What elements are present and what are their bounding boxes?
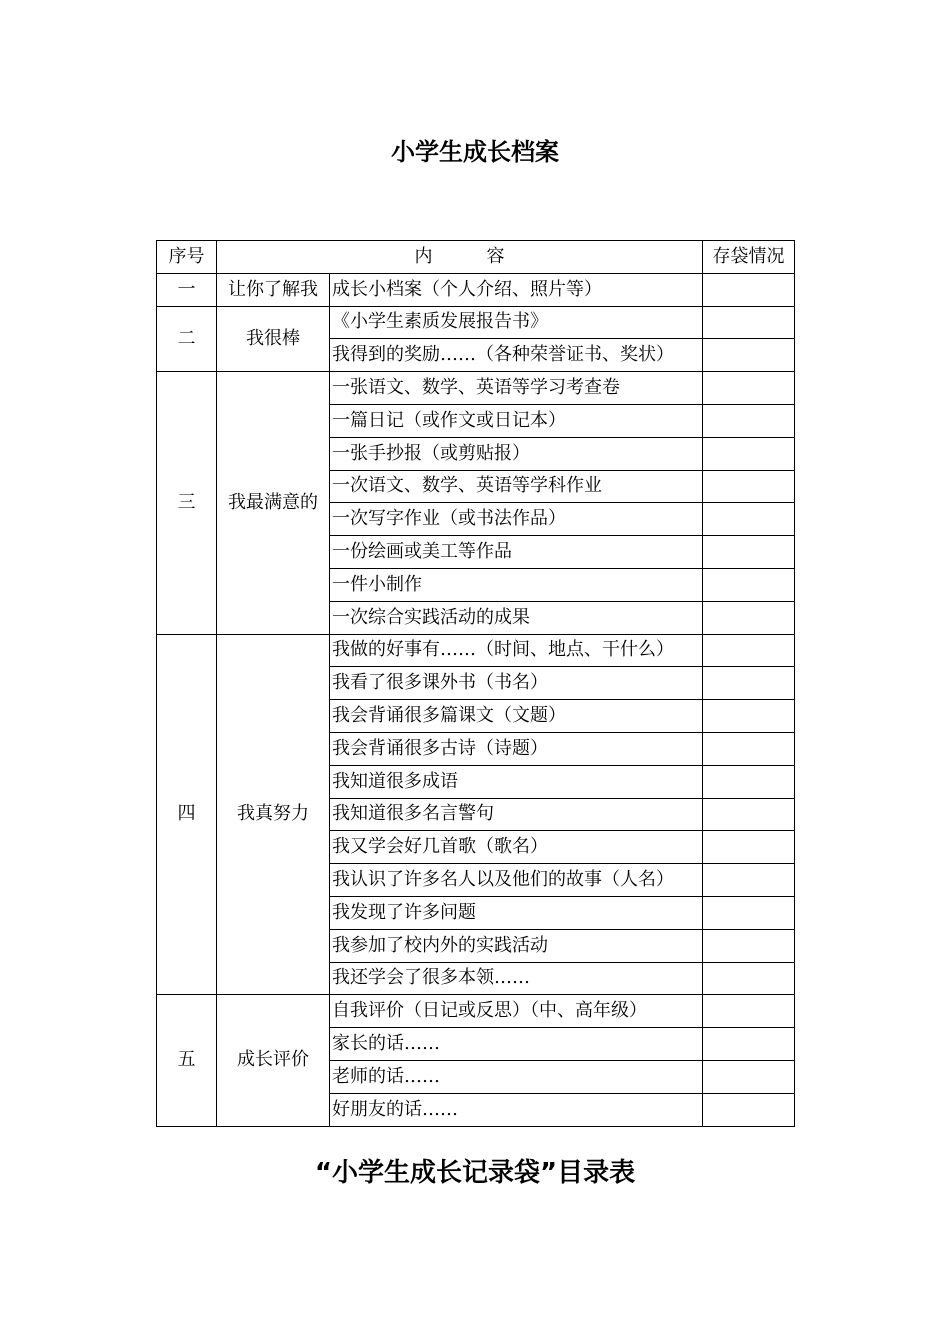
content-item: 一篇日记（或作文或日记本） xyxy=(330,404,703,437)
content-item: 我认识了许多名人以及他们的故事（人名） xyxy=(330,864,703,897)
status-cell[interactable] xyxy=(703,765,795,798)
status-cell[interactable] xyxy=(703,896,795,929)
content-item: 我做的好事有……（时间、地点、干什么） xyxy=(330,634,703,667)
status-cell[interactable] xyxy=(703,634,795,667)
status-cell[interactable] xyxy=(703,798,795,831)
archive-table xyxy=(156,240,795,1127)
content-item: 自我评价（日记或反思）（中、高年级） xyxy=(330,995,703,1028)
status-cell[interactable] xyxy=(703,503,795,536)
section-number: 二 xyxy=(157,306,217,372)
table-row xyxy=(157,995,795,1028)
section-number: 一 xyxy=(157,273,217,306)
status-cell[interactable] xyxy=(703,1093,795,1126)
section-category: 让你了解我 xyxy=(217,273,330,306)
content-item: 我又学会好几首歌（歌名） xyxy=(330,831,703,864)
section-number: 五 xyxy=(157,995,217,1126)
table-caption: “小学生成长记录袋”目录表 xyxy=(314,1158,636,1188)
content-item: 我看了很多课外书（书名） xyxy=(330,667,703,700)
status-cell[interactable] xyxy=(703,536,795,569)
content-item: 一件小制作 xyxy=(330,568,703,601)
content-item: 《小学生素质发展报告书》 xyxy=(330,306,703,339)
content-item: 家长的话…… xyxy=(330,1028,703,1061)
content-item: 我会背诵很多篇课文（文题） xyxy=(330,700,703,733)
content-item: 一张手抄报（或剪贴报） xyxy=(330,437,703,470)
content-item: 我知道很多名言警句 xyxy=(330,798,703,831)
content-item: 一次综合实践活动的成果 xyxy=(330,601,703,634)
header-number: 序号 xyxy=(157,241,217,274)
section-number: 三 xyxy=(157,372,217,634)
status-cell[interactable] xyxy=(703,306,795,339)
status-cell[interactable] xyxy=(703,732,795,765)
status-cell[interactable] xyxy=(703,470,795,503)
content-item: 一次语文、数学、英语等学科作业 xyxy=(330,470,703,503)
content-item: 一份绘画或美工等作品 xyxy=(330,536,703,569)
content-item: 我还学会了很多本领…… xyxy=(330,962,703,995)
status-cell[interactable] xyxy=(703,601,795,634)
status-cell[interactable] xyxy=(703,1060,795,1093)
content-item: 一张语文、数学、英语等学习考查卷 xyxy=(330,372,703,405)
status-cell[interactable] xyxy=(703,1028,795,1061)
content-item: 老师的话…… xyxy=(330,1060,703,1093)
status-cell[interactable] xyxy=(703,404,795,437)
status-cell[interactable] xyxy=(703,339,795,372)
content-item: 一次写字作业（或书法作品） xyxy=(330,503,703,536)
section-number: 四 xyxy=(157,634,217,995)
content-item: 我得到的奖励……（各种荣誉证书、奖状） xyxy=(330,339,703,372)
header-status: 存袋情况 xyxy=(703,241,795,274)
section-category: 成长评价 xyxy=(217,995,330,1126)
content-item: 好朋友的话…… xyxy=(330,1093,703,1126)
header-content: 内 容 xyxy=(217,241,703,274)
header-row xyxy=(157,241,795,274)
content-item: 我会背诵很多古诗（诗题） xyxy=(330,732,703,765)
table-row xyxy=(157,306,795,339)
status-cell[interactable] xyxy=(703,273,795,306)
status-cell[interactable] xyxy=(703,864,795,897)
status-cell[interactable] xyxy=(703,700,795,733)
status-cell[interactable] xyxy=(703,831,795,864)
section-category: 我最满意的 xyxy=(217,372,330,634)
page-title: 小学生成长档案 xyxy=(391,138,559,166)
content-item: 我发现了许多问题 xyxy=(330,896,703,929)
section-category: 我真努力 xyxy=(217,634,330,995)
status-cell[interactable] xyxy=(703,437,795,470)
status-cell[interactable] xyxy=(703,667,795,700)
content-item: 成长小档案（个人介绍、照片等） xyxy=(330,273,703,306)
content-item: 我参加了校内外的实践活动 xyxy=(330,929,703,962)
status-cell[interactable] xyxy=(703,372,795,405)
table-row xyxy=(157,273,795,306)
status-cell[interactable] xyxy=(703,929,795,962)
section-category: 我很棒 xyxy=(217,306,330,372)
content-item: 我知道很多成语 xyxy=(330,765,703,798)
table-row xyxy=(157,634,795,667)
status-cell[interactable] xyxy=(703,962,795,995)
status-cell[interactable] xyxy=(703,568,795,601)
table-row xyxy=(157,372,795,405)
status-cell[interactable] xyxy=(703,995,795,1028)
